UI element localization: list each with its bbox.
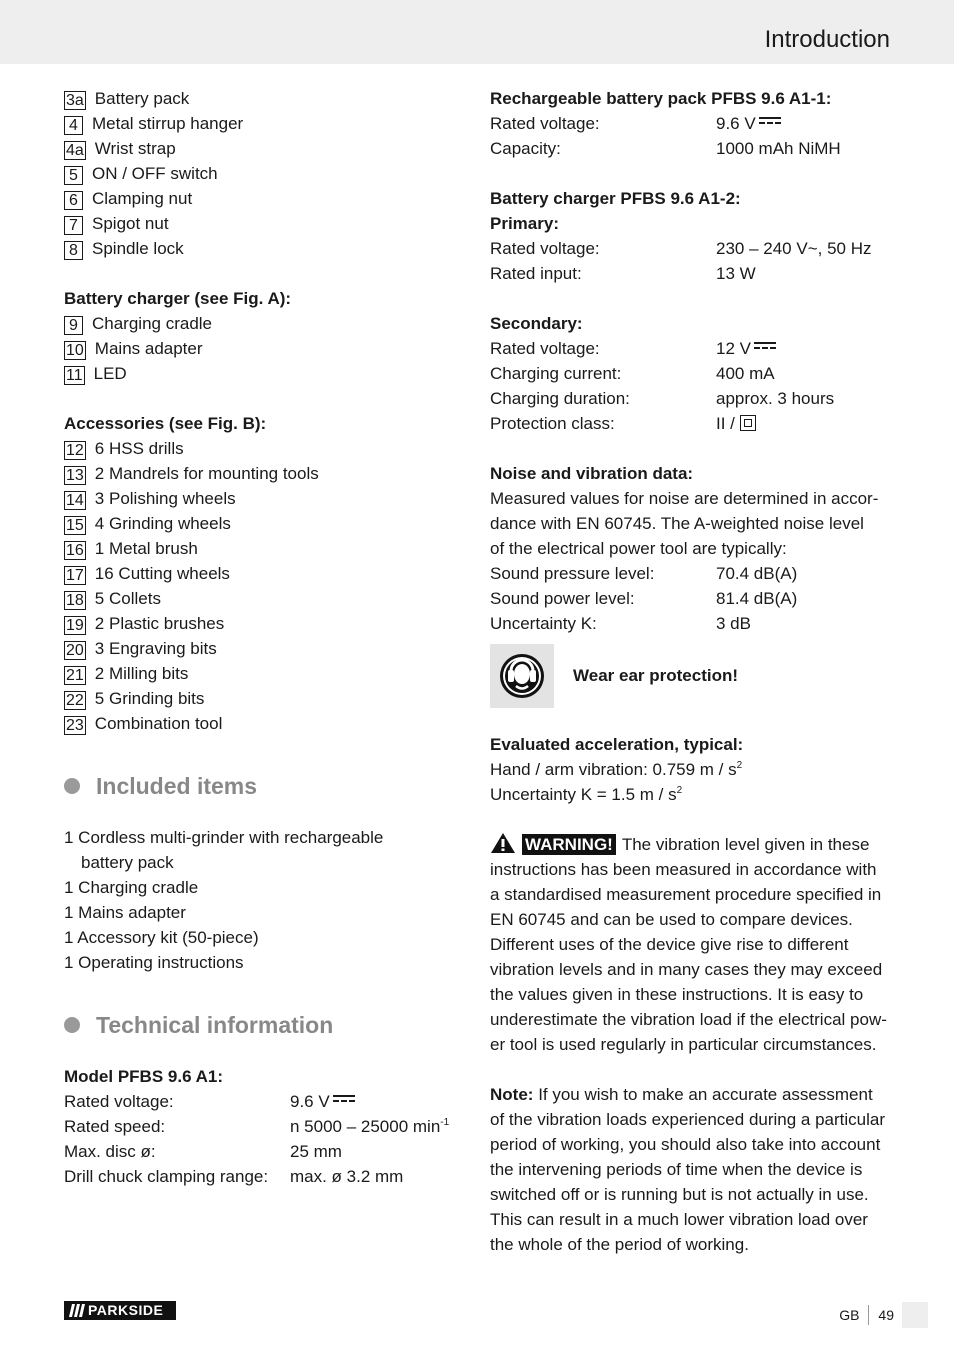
warning-label: WARNING!: [522, 834, 616, 855]
paragraph-line: of the electrical power tool are typically:: [490, 539, 787, 558]
spec-row: Protection class: II /: [490, 411, 892, 436]
paragraph-line: the intervening periods of time when the device is: [490, 1160, 863, 1179]
page-title: Introduction: [764, 26, 890, 53]
spec-row: Rated voltage: 230 – 240 V~, 50 Hz: [490, 239, 872, 258]
spec-row: Sound pressure level: 70.4 dB(A): [490, 564, 798, 583]
list-item: 10 Mains adapter: [66, 339, 203, 359]
charger-list: [64, 311, 464, 386]
list-item: 7 Spigot nut: [64, 211, 464, 236]
brand-logo: PARKSIDE: [64, 1301, 176, 1320]
bullet-dot-icon: [64, 778, 80, 794]
paragraph-line: EN 60745 and can be used to compare devices.: [490, 910, 853, 929]
list-item: 20 3 Engraving bits: [66, 639, 217, 659]
list-item: 18 5 Collets: [66, 589, 161, 609]
accessories-heading: Accessories (see Fig. B):: [64, 414, 267, 433]
list-item: 3a Battery pack: [66, 89, 190, 109]
spec-row: Sound power level: 81.4 dB(A): [490, 589, 798, 608]
list-item: battery pack: [81, 853, 174, 872]
spec-row: Rated voltage: 9.6 V: [490, 111, 892, 136]
paragraph-line: the values given in these instructions. It is easy to: [490, 985, 864, 1004]
spec-row: Charging current: 400 mA: [490, 364, 775, 383]
list-item: 1 Mains adapter: [64, 903, 186, 922]
accessories-list: [64, 436, 464, 736]
list-item: 1 Cordless multi-grinder with rechargeable: [64, 828, 384, 847]
spec-row: Rated voltage: 12 V: [490, 336, 892, 361]
paragraph-line: Hand / arm vibration: 0.759 m / $s^2$: [490, 760, 743, 779]
list-item: 22 5 Grinding bits: [66, 689, 205, 709]
paragraph-line: vibration levels and in many cases they may exceed: [490, 960, 883, 979]
ear-protection-text: Wear ear protection!: [573, 666, 739, 685]
paragraph-line: Uncertainty K = 1.5 m / $s^2$: [490, 785, 683, 804]
logo-stripes-icon: [68, 1301, 86, 1320]
list-item: 21 2 Milling bits: [66, 664, 189, 684]
protection-class-icon: [740, 415, 756, 431]
page-number: 49: [878, 1307, 894, 1323]
primary-heading: Primary:: [490, 214, 559, 233]
paragraph-line: the whole of the period of working.: [490, 1235, 749, 1254]
parts-list: [64, 86, 464, 261]
list-item: 11 LED: [66, 364, 127, 384]
ear-protection-icon: [499, 653, 545, 699]
list-item: 12 6 HSS drills: [66, 439, 184, 459]
secondary-heading: Secondary:: [490, 314, 583, 333]
spec-row: Rated speed: n 5000 – 25000 $\min^{-1}$: [64, 1117, 450, 1136]
model-specs: [64, 1089, 464, 1189]
list-item: 17 16 Cutting wheels: [66, 564, 230, 584]
paragraph-line: dance with EN 60745. The A-weighted noise level: [490, 514, 864, 533]
spec-row: Capacity: 1000 mAh NiMH: [490, 139, 841, 158]
list-item: 8 Spindle lock: [64, 236, 464, 261]
noise-heading: Noise and vibration data:: [490, 464, 694, 483]
paragraph-line: a standardised measurement procedure specified in: [490, 885, 882, 904]
spec-row: Uncertainty K: 3 dB: [490, 614, 751, 633]
warning-first-line: WARNING! The vibration level given in these: [490, 832, 892, 857]
bullet-dot-icon: [64, 1017, 80, 1033]
list-item: 15 4 Grinding wheels: [66, 514, 231, 534]
paragraph-line: underestimate the vibration load if the electrical pow-: [490, 1010, 887, 1029]
list-item: 9 Charging cradle: [64, 311, 464, 336]
section-included-items: Included items: [64, 761, 464, 811]
list-item: 14 3 Polishing wheels: [66, 489, 236, 509]
paragraph-line: er tool is used regularly in particular circumstances.: [490, 1035, 877, 1054]
charger-heading: Battery charger PFBS 9.6 A1-2:: [490, 189, 741, 208]
warning-triangle-icon: [490, 832, 516, 854]
included-list: [64, 825, 464, 975]
list-item: 16 1 Metal brush: [66, 539, 198, 559]
list-item: 1 Charging cradle: [64, 878, 199, 897]
spec-row: Rated input: 13 W: [490, 264, 756, 283]
right-column: [490, 86, 892, 1257]
paragraph-line: Measured values for noise are determined in accor-: [490, 489, 879, 508]
direct-current-icon: [759, 117, 781, 127]
list-item: 1 Accessory kit (50-piece): [64, 928, 259, 947]
acceleration-heading: Evaluated acceleration, typical:: [490, 735, 744, 754]
spec-row: Max. disc ø: 25 mm: [64, 1142, 342, 1161]
list-item: 19 2 Plastic brushes: [66, 614, 225, 634]
charger-heading: Battery charger (see Fig. A):: [64, 289, 292, 308]
left-column: [64, 86, 464, 1189]
list-item: 6 Clamping nut: [64, 186, 464, 211]
paragraph-line: period of working, you should also take into account: [490, 1135, 881, 1154]
paragraph-line: Different uses of the device give rise to different: [490, 935, 849, 954]
paragraph-line: switched off or is running but is not actually in use.: [490, 1185, 869, 1204]
paragraph-line: of the vibration loads experienced during a particular: [490, 1110, 886, 1129]
direct-current-icon: [333, 1095, 355, 1105]
list-item: 13 2 Mandrels for mounting tools: [66, 464, 319, 484]
note-label: Note:: [490, 1085, 534, 1104]
spec-row: Rated voltage: 9.6 V: [64, 1089, 464, 1114]
model-heading: Model PFBS 9.6 A1:: [64, 1067, 224, 1086]
list-item: 4a Wrist strap: [66, 139, 176, 159]
spec-row: Charging duration: approx. 3 hours: [490, 389, 835, 408]
footer-tab: [902, 1302, 928, 1328]
list-item: 1 Operating instructions: [64, 953, 244, 972]
spec-row: Drill chuck clamping range: max. ø 3.2 mm: [64, 1167, 404, 1186]
ear-protection-notice: [490, 644, 892, 708]
page-footer: [839, 1302, 894, 1328]
list-item: 5 ON / OFF switch: [64, 161, 464, 186]
section-technical-information: Technical information: [64, 1000, 464, 1050]
paragraph-line: instructions has been measured in accordance with: [490, 860, 877, 879]
paragraph-line: This can result in a much lower vibration load over: [490, 1210, 868, 1229]
note-first-line: Note: If you wish to make an accurate assessment: [490, 1085, 873, 1104]
language-code: GB: [839, 1307, 860, 1323]
list-item: 4 Metal stirrup hanger: [64, 111, 464, 136]
battery-heading: Rechargeable battery pack PFBS 9.6 A1-1:: [490, 89, 832, 108]
list-item: 23 Combination tool: [66, 714, 223, 734]
direct-current-icon: [754, 342, 776, 352]
